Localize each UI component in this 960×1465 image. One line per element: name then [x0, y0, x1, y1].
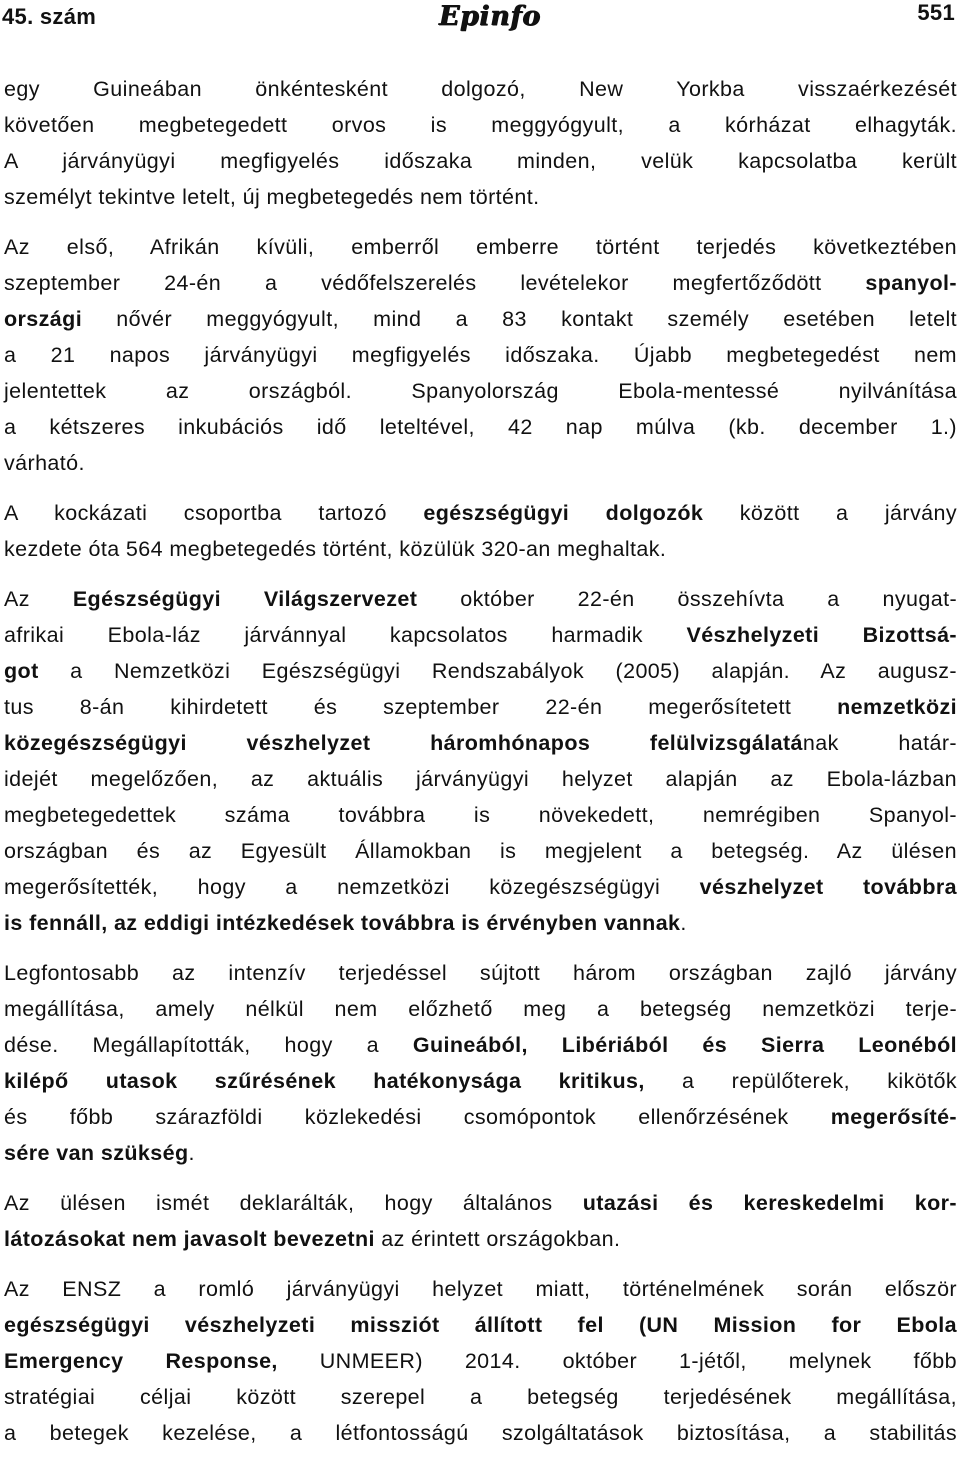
bold-text-run: is fennáll, az eddigi intézkedések továbbra is érvényben vannak [4, 911, 681, 935]
bold-text-run: spanyol- [865, 271, 957, 295]
text-line [4, 531, 957, 567]
text-line [4, 833, 957, 869]
text-line [4, 1415, 957, 1451]
text-line [4, 905, 957, 941]
text-run: dése. Megállapították, hogy a [4, 1033, 413, 1057]
text-run: személyt tekintve letelt, új megbetegedés nem történt. [4, 185, 540, 209]
paragraph [4, 955, 957, 1171]
bold-text-run: közegészségügyi vészhelyzet háromhónapos felülvizsgálatá [4, 731, 803, 755]
paragraph [4, 1271, 957, 1451]
paragraph [4, 71, 957, 215]
text-run: országban és az Egyesült Államokban is megjelent a betegség. Az ülésen [4, 839, 957, 863]
bold-text-run: sére van szükség [4, 1141, 189, 1165]
text-run: Az ülésen ismét deklarálták, hogy általános [4, 1191, 583, 1215]
text-run: A kockázati csoportba tartozó [4, 501, 424, 525]
text-line [4, 1379, 957, 1415]
text-run: stratégiai céljai között szerepel a betegség terjedésének megállítása, [4, 1385, 957, 1409]
text-run: . [188, 1141, 195, 1165]
bold-text-run: megerősíté- [830, 1105, 957, 1129]
paragraph [4, 495, 957, 567]
text-line [4, 653, 957, 689]
text-run: idejét megelőzően, az aktuális járványügyi helyzet alapján az Ebola-lázban [4, 767, 957, 791]
text-line [4, 409, 957, 445]
text-run: várható. [4, 451, 85, 475]
text-run: Az első, Afrikán kívüli, emberről emberre történt terjedés következtében [4, 235, 957, 259]
text-run: UNMEER) 2014. október 1-jétől, melynek főbb [277, 1349, 957, 1373]
text-line [4, 179, 957, 215]
text-line [4, 373, 957, 409]
text-run: jelentettek az országból. Spanyolország Ebola-mentessé nyilvánítása [4, 379, 957, 403]
text-line [4, 1221, 957, 1257]
bold-text-run: látozásokat nem javasolt bevezetni [4, 1227, 375, 1251]
paragraph [4, 581, 957, 941]
text-run: nak határ- [802, 731, 957, 755]
text-line [4, 689, 957, 725]
bold-text-run: egészségügyi vészhelyzeti missziót állított fel (UN Mission for Ebola [4, 1313, 957, 1337]
text-run: Az [4, 587, 73, 611]
bold-text-run: got [4, 659, 39, 683]
text-line [4, 301, 957, 337]
bold-text-run: Egészségügyi Világszervezet [72, 587, 418, 611]
text-run: a repülőterek, kikötők [644, 1069, 957, 1093]
text-run: között a járvány [703, 501, 957, 525]
bold-text-run: kilépő utasok szűrésének hatékonysága kritikus, [4, 1069, 645, 1093]
text-run: szeptember 24-én a védőfelszerelés levételekor megfertőződött [4, 271, 866, 295]
text-run: megbetegedettek száma továbbra is növekedett, nemrégiben Spanyol- [4, 803, 957, 827]
bold-text-run: országi [4, 307, 83, 331]
text-line [4, 991, 957, 1027]
journal-logo: Epinfo [439, 1, 541, 32]
text-line [4, 797, 957, 833]
text-line [4, 761, 957, 797]
article-body [4, 71, 957, 1465]
text-line [4, 265, 957, 301]
text-line [4, 1135, 957, 1171]
bold-text-run: Guineából, Libériából és Sierra Leonéból [412, 1033, 957, 1057]
text-run: és főbb szárazföldi közlekedési csomópontok ellenőrzésének [4, 1105, 831, 1129]
text-line [4, 143, 957, 179]
text-run: egy Guineában önkéntesként dolgozó, New Yorkba visszaérkezését [4, 77, 957, 101]
text-line [4, 955, 957, 991]
text-line [4, 107, 957, 143]
text-run: az érintett országokban. [374, 1227, 621, 1251]
text-line [4, 617, 957, 653]
text-run: a 21 napos járványügyi megfigyelés időszaka. Újabb megbetegedést nem [4, 343, 957, 367]
text-run: megerősítették, hogy a nemzetközi közegészségügyi [4, 875, 700, 899]
text-line [4, 725, 957, 761]
bold-text-run: utazási és kereskedelmi kor- [582, 1191, 957, 1215]
text-line [4, 445, 957, 481]
text-line [4, 1063, 957, 1099]
text-line [4, 337, 957, 373]
bold-text-run: Emergency Response, [4, 1349, 278, 1373]
paragraph [4, 229, 957, 481]
text-run: . [680, 911, 687, 935]
text-run: nővér meggyógyult, mind a 83 kontakt személy esetében letelt [82, 307, 957, 331]
text-run: kezdete óta 564 megbetegedés történt, közülük 320-an meghaltak. [4, 537, 667, 561]
text-run: a kétszeres inkubációs idő leteltével, 42 nap múlva (kb. december 1.) [4, 415, 957, 439]
bold-text-run: vészhelyzet továbbra [699, 875, 957, 899]
text-run: afrikai Ebola-láz járvánnyal kapcsolatos harmadik [4, 623, 687, 647]
bold-text-run: Vészhelyzeti Bizottsá- [686, 623, 957, 647]
text-line [4, 1185, 957, 1221]
text-line [4, 1343, 957, 1379]
text-run: Az ENSZ a romló járványügyi helyzet miatt, történelmének során először [4, 1277, 957, 1301]
page-header [0, 0, 960, 40]
text-run: A járványügyi megfigyelés időszaka minden, velük kapcsolatba került [4, 149, 957, 173]
text-line [4, 1307, 957, 1343]
text-line [4, 495, 957, 531]
text-line [4, 71, 957, 107]
bold-text-run: egészségügyi dolgozók [423, 501, 704, 525]
text-run: Legfontosabb az intenzív terjedéssel sújtott három országban zajló járvány [4, 961, 957, 985]
text-run: követően megbetegedett orvos is meggyógyult, a kórházat elhagyták. [4, 113, 957, 137]
page-number: 551 [917, 0, 955, 25]
paragraph [4, 1185, 957, 1257]
text-line [4, 869, 957, 905]
text-run: megállítása, amely nélkül nem előzhető meg a betegség nemzetközi terje- [4, 997, 957, 1021]
text-line [4, 1027, 957, 1063]
text-run: október 22-én összehívta a nyugat- [417, 587, 958, 611]
text-line [4, 1099, 957, 1135]
issue-number: 45. szám [2, 4, 97, 29]
text-run: tus 8-án kihirdetett és szeptember 22-én megerősítetett [4, 695, 838, 719]
bold-text-run: nemzetközi [837, 695, 957, 719]
text-line [4, 1271, 957, 1307]
text-line [4, 581, 957, 617]
text-line [4, 229, 957, 265]
text-run: a betegek kezelése, a létfontosságú szolgáltatások biztosítása, a stabilitás [4, 1421, 957, 1445]
text-run: a Nemzetközi Egészségügyi Rendszabályok (2005) alapján. Az augusz- [38, 659, 957, 683]
